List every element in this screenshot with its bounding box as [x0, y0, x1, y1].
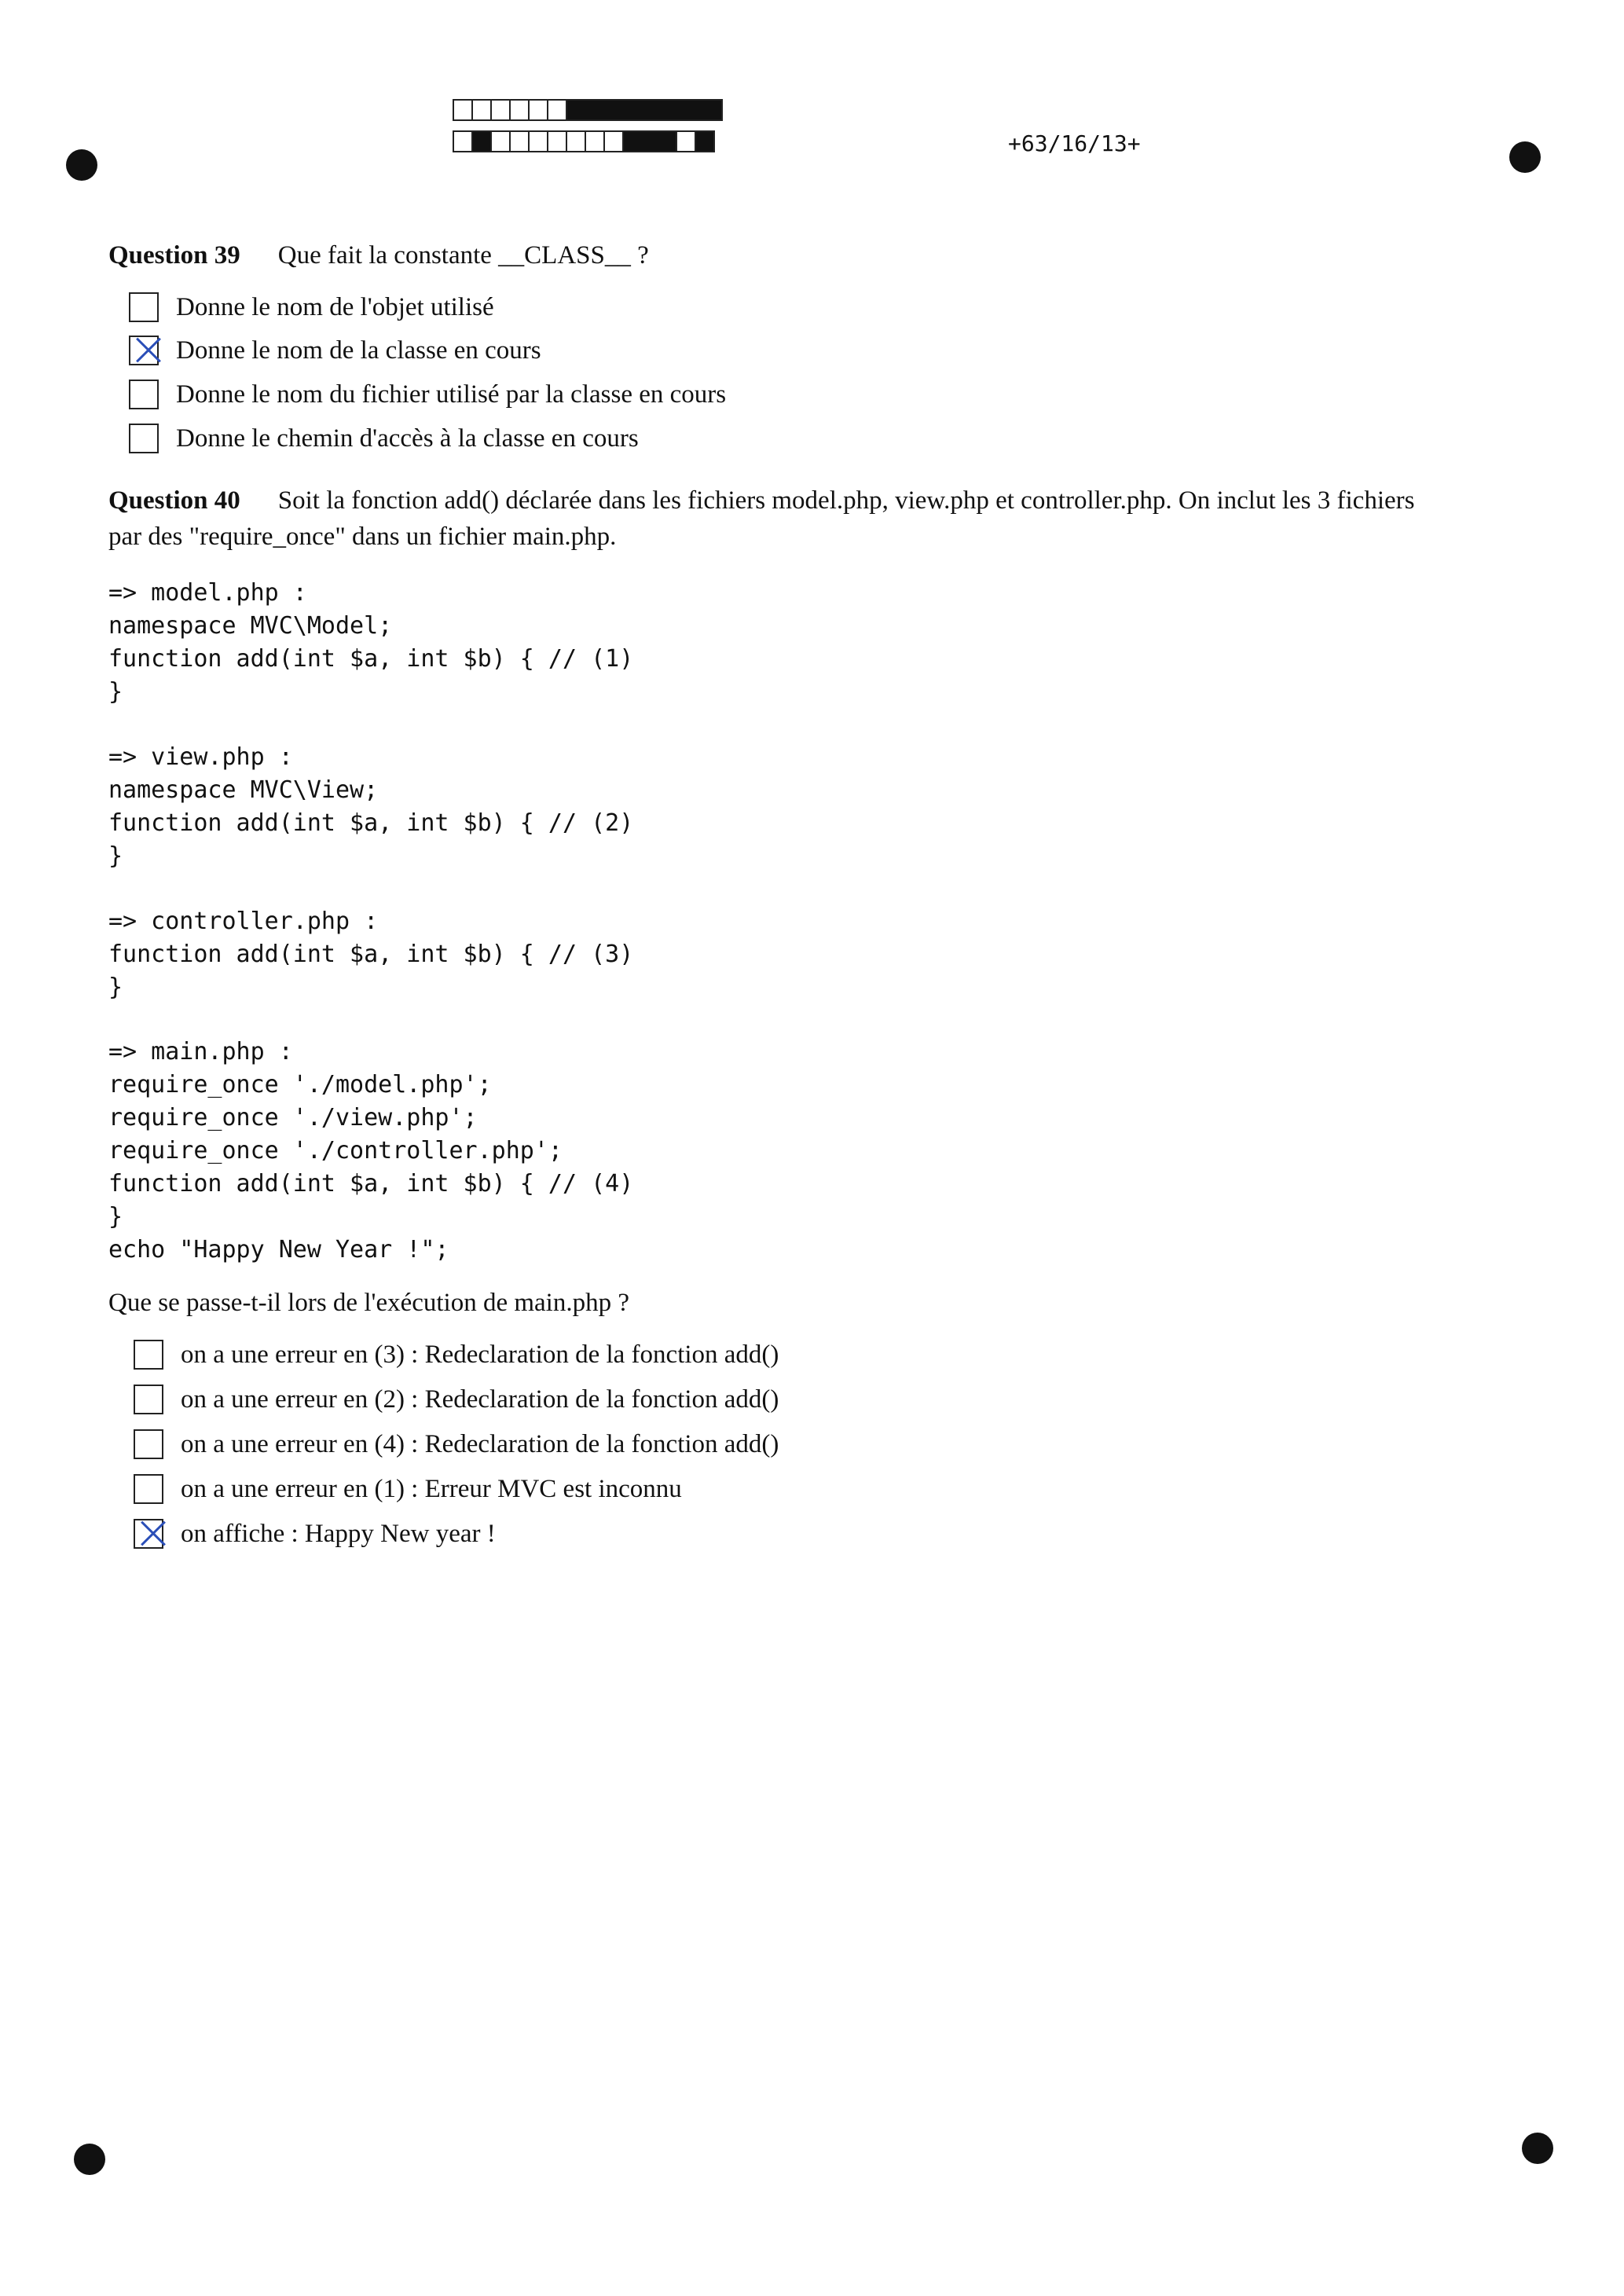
- code-line: function add(int $a, int $b) { // (3): [108, 941, 634, 968]
- checkbox[interactable]: [129, 292, 159, 322]
- q40-option-4[interactable]: [134, 1474, 682, 1504]
- code-line: => main.php :: [108, 1038, 293, 1065]
- q39-option-2[interactable]: [129, 336, 541, 365]
- page-id: +63/16/13+: [1008, 130, 1141, 156]
- option-label: Donne le chemin d'accès à la classe en cours: [176, 424, 639, 453]
- code-controller: [108, 905, 633, 1004]
- code-line: require_once './view.php';: [108, 1104, 478, 1131]
- checkbox[interactable]: [134, 1429, 163, 1459]
- option-label: Donne le nom de l'objet utilisé: [176, 292, 494, 321]
- code-line: }: [108, 842, 123, 870]
- id-barcode-row-1: [453, 99, 721, 121]
- question-39-header: [108, 237, 1523, 273]
- code-line: }: [108, 974, 123, 1001]
- registration-mark-top-right: [1509, 141, 1541, 173]
- code-line: => model.php :: [108, 579, 307, 607]
- option-label: on a une erreur en (1) : Erreur MVC est inconnu: [181, 1474, 682, 1503]
- q39-option-1[interactable]: [129, 292, 494, 322]
- option-label: on a une erreur en (4) : Redeclaration de la fonction add(): [181, 1429, 779, 1458]
- code-line: echo "Happy New Year !";: [108, 1236, 449, 1264]
- question-text: Que fait la constante __CLASS__ ?: [277, 241, 649, 270]
- question-text-line2: par des "require_once" dans un fichier main.php.: [108, 523, 617, 551]
- checkbox-checked[interactable]: [129, 336, 159, 365]
- option-label: on a une erreur en (3) : Redeclaration de la fonction add(): [181, 1340, 779, 1369]
- code-line: function add(int $a, int $b) { // (1): [108, 645, 634, 673]
- prompt-text: Que se passe-t-il lors de l'exécution de main.php ?: [108, 1289, 629, 1317]
- option-label: Donne le nom du fichier utilisé par la classe en cours: [176, 380, 727, 409]
- checkbox[interactable]: [129, 380, 159, 409]
- question-number: Question 40: [108, 486, 240, 515]
- code-line: => controller.php :: [108, 908, 379, 935]
- question-text-line1: Soit la fonction add() déclarée dans les fichiers model.php, view.php et controller.php. On inclut les 3 fichiers: [277, 486, 1415, 515]
- code-main: [108, 1036, 633, 1267]
- checkbox[interactable]: [134, 1474, 163, 1504]
- registration-mark-bottom-left: [74, 2144, 105, 2175]
- code-line: namespace MVC\View;: [108, 776, 379, 804]
- q40-option-2[interactable]: [134, 1385, 779, 1414]
- checkbox[interactable]: [134, 1340, 163, 1370]
- question-40-prompt: [108, 1285, 1523, 1321]
- checkbox-checked[interactable]: [134, 1519, 163, 1549]
- code-line: require_once './model.php';: [108, 1071, 492, 1098]
- option-label: on affiche : Happy New year !: [181, 1519, 496, 1548]
- option-label: Donne le nom de la classe en cours: [176, 336, 541, 365]
- option-label: on a une erreur en (2) : Redeclaration de la fonction add(): [181, 1385, 779, 1414]
- question-40-header: [108, 482, 1523, 555]
- code-line: function add(int $a, int $b) { // (4): [108, 1170, 634, 1198]
- checkbox[interactable]: [129, 424, 159, 453]
- code-line: }: [108, 678, 123, 706]
- code-line: require_once './controller.php';: [108, 1137, 563, 1165]
- code-view: [108, 741, 633, 873]
- q40-option-1[interactable]: [134, 1340, 779, 1370]
- code-line: function add(int $a, int $b) { // (2): [108, 809, 634, 837]
- code-model: [108, 577, 633, 709]
- q39-option-4[interactable]: [129, 424, 639, 453]
- code-line: }: [108, 1203, 123, 1231]
- registration-mark-bottom-right: [1522, 2133, 1553, 2164]
- question-number: Question 39: [108, 241, 240, 270]
- id-barcode-row-2: [453, 130, 713, 152]
- q40-option-3[interactable]: [134, 1429, 779, 1459]
- checkbox[interactable]: [134, 1385, 163, 1414]
- q40-option-5[interactable]: [134, 1519, 496, 1549]
- q39-option-3[interactable]: [129, 380, 726, 409]
- registration-mark-top-left: [66, 149, 97, 181]
- code-line: => view.php :: [108, 743, 293, 771]
- code-line: namespace MVC\Model;: [108, 612, 393, 640]
